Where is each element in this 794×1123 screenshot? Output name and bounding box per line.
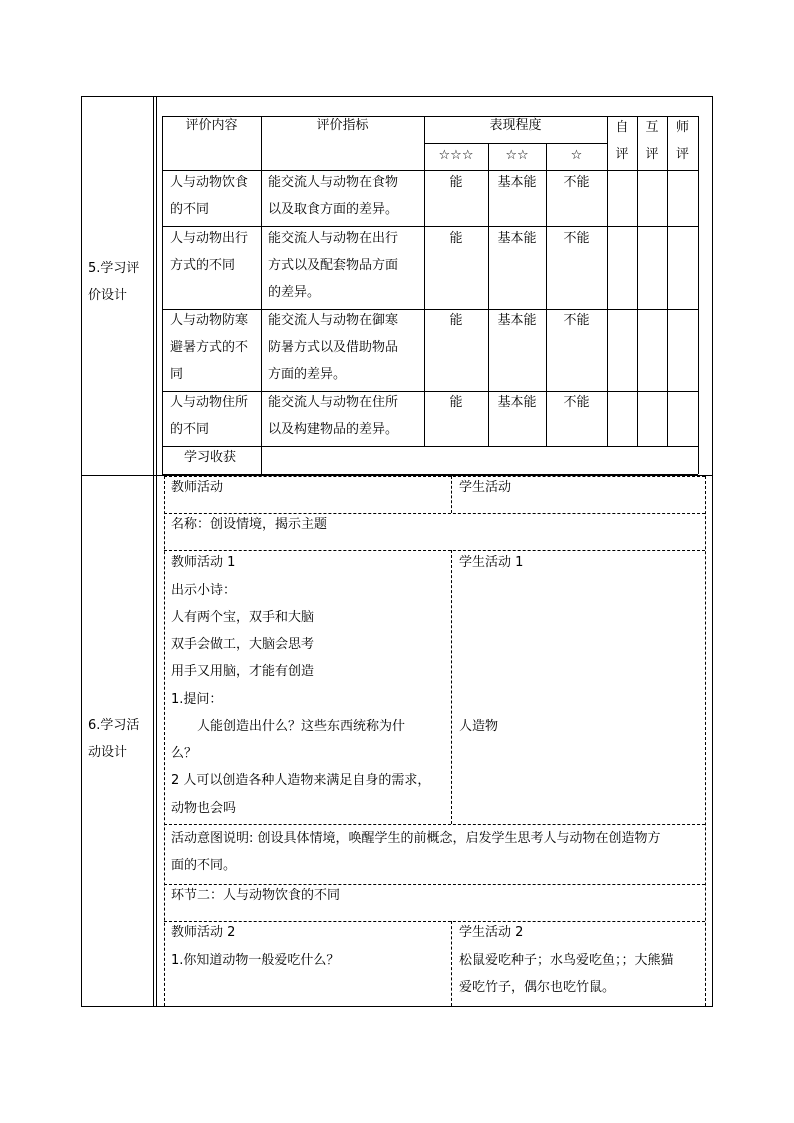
- header-self-2: 评: [615, 147, 629, 162]
- teacher-activity-1-line6: 人能创造出什么？这些东西统称为什: [197, 719, 406, 734]
- header-teacher-2: 评: [675, 147, 689, 162]
- row3-content-line3: 同: [170, 367, 184, 382]
- student-activity-1-title: 学生活动 1: [459, 555, 524, 570]
- row1-level2: 基本能: [497, 175, 537, 190]
- header-content: 评价内容: [185, 118, 238, 133]
- student-activity-2-line1: 松鼠爱吃种子；水鸟爱吃鱼；；大熊猫: [459, 953, 674, 968]
- row1-indicator-line2: 以及取食方面的差异。: [268, 202, 399, 217]
- outer-bottom-border: [81, 1006, 713, 1007]
- teacher-activity-1-title: 教师活动 1: [171, 555, 236, 570]
- header-performance: 表现程度: [489, 118, 542, 133]
- row2-content-line1: 人与动物出行: [170, 231, 249, 246]
- row3-level2: 基本能: [497, 313, 537, 328]
- row3-indicator-line1: 能交流人与动物在御寒: [268, 313, 399, 328]
- row3-indicator-line2: 防暑方式以及借助物品: [268, 340, 399, 355]
- row4-level1: 不能: [563, 395, 590, 410]
- activity-intent-line2: 面的不同。: [171, 858, 237, 873]
- teacher-activity-header: 教师活动: [171, 480, 224, 495]
- section5-label-line1: 5.学习评: [88, 261, 140, 276]
- student-activity-1-answer: 人造物: [459, 719, 499, 734]
- header-stars2: ☆☆: [505, 148, 529, 163]
- row2-indicator-line3: 的差异。: [268, 285, 321, 300]
- row2-level2: 基本能: [497, 231, 537, 246]
- row4-indicator-line1: 能交流人与动物在住所: [268, 395, 399, 410]
- section-two-title: 环节二：人与动物饮食的不同: [171, 888, 341, 903]
- row1-content-line2: 的不同: [170, 202, 210, 217]
- teacher-activity-1-line8: 2 人可以创造各种人造物来满足自身的需求，: [171, 773, 431, 788]
- teacher-activity-1-line9: 动物也会吗: [171, 801, 237, 816]
- header-teacher-1: 师: [675, 120, 689, 135]
- row3-indicator-line3: 方面的差异。: [268, 367, 347, 382]
- row1-indicator-line1: 能交流人与动物在食物: [268, 175, 399, 190]
- student-activity-2-title: 学生活动 2: [459, 925, 524, 940]
- row2-content-line2: 方式的不同: [170, 258, 236, 273]
- row4-content-line1: 人与动物住所: [170, 395, 249, 410]
- outer-left-border: [81, 96, 82, 1006]
- student-activity-header: 学生活动: [459, 480, 512, 495]
- row2-indicator-line2: 方式以及配套物品方面: [268, 258, 399, 273]
- row3-level3: 能: [449, 313, 463, 328]
- teacher-activity-1-line4: 用手又用脑，才能有创造: [171, 664, 315, 679]
- section6-label-line2: 动设计: [88, 745, 128, 760]
- row1-content-line1: 人与动物饮食: [170, 175, 249, 190]
- activity-intent-line1: 活动意图说明: 创设具体情境，唤醒学生的前概念，启发学生思考人与动物在创造物方: [171, 831, 661, 846]
- teacher-activity-1-line5: 1.提问：: [171, 692, 223, 707]
- harvest-label: 学习收获: [184, 450, 237, 465]
- header-peer-2: 评: [645, 147, 659, 162]
- row3-content-line1: 人与动物防寒: [170, 313, 249, 328]
- row2-level3: 能: [449, 231, 463, 246]
- section5-label-line2: 价设计: [88, 288, 128, 303]
- header-peer-1: 互: [645, 120, 659, 135]
- teacher-activity-1-line3: 双手会做工，大脑会思考: [171, 637, 315, 652]
- row4-level2: 基本能: [497, 395, 537, 410]
- teacher-activity-1-line1: 出示小诗：: [171, 583, 237, 598]
- row1-level3: 能: [449, 175, 463, 190]
- teacher-activity-1-line7: 么？: [171, 746, 198, 761]
- outer-right-border: [712, 96, 713, 1006]
- teacher-activity-2-title: 教师活动 2: [171, 925, 236, 940]
- row4-indicator-line2: 以及构建物品的差异。: [268, 422, 399, 437]
- label-column-divider-inner: [156, 96, 157, 1006]
- teacher-activity-1-line2: 人有两个宝，双手和大脑: [171, 610, 315, 625]
- teacher-activity-2-line1: 1.你知道动物一般爱吃什么？: [171, 953, 340, 968]
- header-self-1: 自: [615, 120, 629, 135]
- student-activity-2-line2: 爱吃竹子，偶尔也吃竹鼠。: [459, 980, 616, 995]
- row1-level1: 不能: [563, 175, 590, 190]
- row3-level1: 不能: [563, 313, 590, 328]
- section6-label-line1: 6.学习活: [88, 718, 140, 733]
- row2-indicator-line1: 能交流人与动物在出行: [268, 231, 399, 246]
- label-column-divider: [153, 96, 154, 1006]
- row4-level3: 能: [449, 395, 463, 410]
- row3-content-line2: 避暑方式的不: [170, 340, 249, 355]
- header-stars1: ☆: [570, 148, 583, 163]
- outer-top-border: [81, 96, 713, 97]
- header-indicator: 评价指标: [316, 118, 369, 133]
- activity-name: 名称：创设情境，揭示主题: [171, 517, 328, 532]
- row2-level1: 不能: [563, 231, 590, 246]
- row4-content-line2: 的不同: [170, 422, 210, 437]
- header-stars3: ☆☆☆: [438, 148, 474, 163]
